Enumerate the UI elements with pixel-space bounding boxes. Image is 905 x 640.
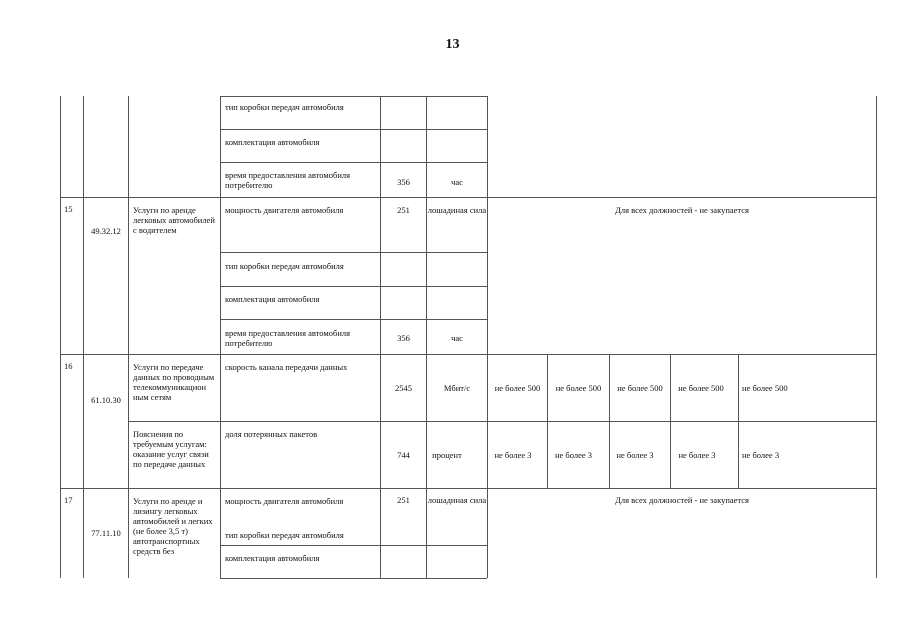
row16-name: Услуги по передаче данных по проводным телекоммуникацион ным сетям bbox=[133, 362, 215, 402]
row16-char-speed: скорость канала передачи данных bbox=[225, 362, 348, 372]
row15-char-gearbox: тип коробки передач автомобиля bbox=[225, 261, 344, 271]
row16-loss-value: не более 3 bbox=[616, 450, 654, 460]
row16-loss-value: не более 3 bbox=[554, 450, 593, 460]
row17-power-unit: лошадиная сила bbox=[427, 495, 487, 505]
row16-char-packet-loss: доля потерянных пакетов bbox=[225, 429, 318, 439]
row17-char-gearbox: тип коробки передач автомобиля bbox=[225, 530, 344, 540]
row16-speed-value: не более 500 bbox=[678, 383, 724, 393]
row17-name: Услуги по аренде и лизингу легковых автомобилей и легких (не более 3,5 т) автотранспортных средств без bbox=[133, 496, 213, 556]
row16-loss-value: не более 3 bbox=[678, 450, 716, 460]
row15-power-code: 251 bbox=[397, 205, 410, 215]
row15-note: Для всех должностей - не закупается bbox=[615, 205, 749, 215]
row16-speed-value: не более 500 bbox=[617, 383, 663, 393]
row16-speed-value: не более 500 bbox=[555, 383, 602, 393]
row16-loss-code: 744 bbox=[397, 450, 410, 460]
row17-char-equipment: комплектация автомобиля bbox=[225, 553, 320, 563]
row15-number: 15 bbox=[64, 204, 73, 214]
row16-loss-value: не более 3 bbox=[742, 450, 780, 460]
row16-explanation: Пояснения по требуемым услугам: оказание услуг связи по передаче данных bbox=[133, 429, 209, 469]
cont-char-gearbox: тип коробки передач автомобиля bbox=[225, 102, 344, 112]
cont-time-unit: час bbox=[451, 177, 463, 187]
row15-char-power: мощность двигателя автомобиля bbox=[225, 205, 344, 215]
row16-code: 61.10.30 bbox=[91, 395, 121, 405]
row15-char-equipment: комплектация автомобиля bbox=[225, 294, 320, 304]
cont-char-time: время предоставления автомобиля потребителю bbox=[225, 170, 351, 190]
row15-time-code: 356 bbox=[397, 333, 410, 343]
row15-time-unit: час bbox=[451, 333, 463, 343]
page-number: 13 bbox=[445, 37, 460, 52]
row16-speed-code: 2545 bbox=[395, 383, 412, 393]
row16-loss-value: не более 3 bbox=[494, 450, 532, 460]
row16-speed-value: не более 500 bbox=[742, 383, 788, 393]
row15-code: 49.32.12 bbox=[91, 226, 121, 236]
row17-power-code: 251 bbox=[397, 495, 410, 505]
row17-char-power: мощность двигателя автомобиля bbox=[225, 496, 344, 506]
row15-power-unit: лошадиная сила bbox=[427, 205, 487, 215]
row16-number: 16 bbox=[64, 361, 73, 371]
row16-loss-unit: процент bbox=[432, 450, 462, 460]
cont-time-code: 356 bbox=[397, 177, 410, 187]
row17-note: Для всех должностей - не закупается bbox=[615, 495, 749, 505]
row16-speed-value: не более 500 bbox=[494, 383, 541, 393]
row15-name: Услуги по аренде легковых автомобилей с водителем bbox=[133, 205, 215, 235]
row17-code: 77.11.10 bbox=[91, 528, 121, 538]
cont-char-equipment: комплектация автомобиля bbox=[225, 137, 320, 147]
row17-number: 17 bbox=[64, 495, 73, 505]
row15-char-time: время предоставления автомобиля потребителю bbox=[225, 328, 351, 348]
row16-speed-unit: Мбит/с bbox=[443, 383, 471, 393]
